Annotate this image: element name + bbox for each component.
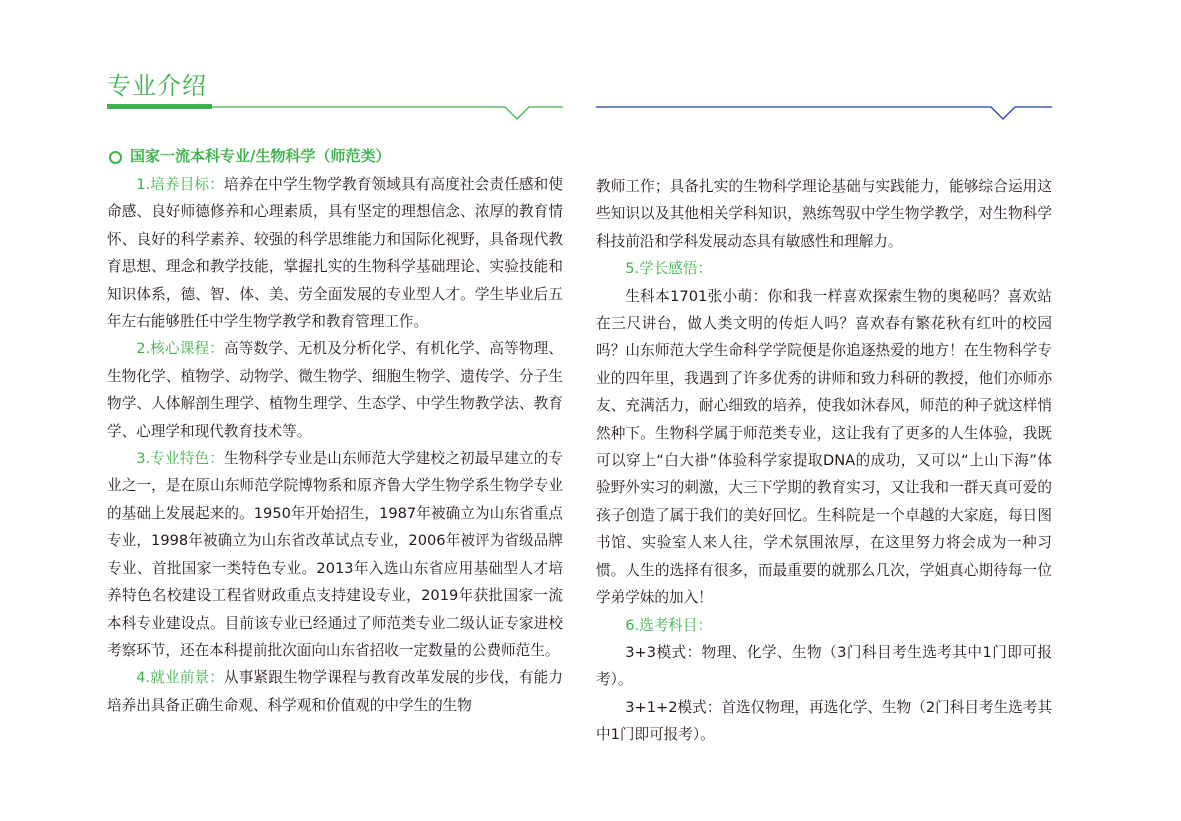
- section-title-text: 国家一流本科专业/生物科学（师范类）: [130, 147, 391, 166]
- paragraph-features: [107, 445, 563, 664]
- heading-subjects-line: [596, 612, 1052, 639]
- body-goal: 培养在中学生物学教育领域具有高度社会责任感和使命感、良好师德修养和心理素质，具有坚定的理想信念、浓厚的教育情怀、良好的科学素养、较强的科学思维能力和国际化视野，具备现代教育思想、理念和教学技能，掌握扎实的生物科学基础理论、实验技能和知识体系，德、智、体、美、劳全面发展的专业型人才。学生毕业后五年左右能够胜任中学生物学教学和教育管理工作。: [107, 176, 563, 331]
- header-rule-notch-blue: [596, 107, 1052, 119]
- heading-prospects: 4.就业前景：: [136, 669, 224, 687]
- right-column: [596, 173, 1052, 749]
- header-rule-left: [107, 96, 563, 122]
- paragraph-prospects-continued: 教师工作；具备扎实的生物科学理论基础与实践能力，能够综合运用这些知识以及其他相关学科知识，熟练驾驭中学生物学教学，对生物科学科技前沿和学科发展动态具有敏感性和理解力。: [596, 178, 1052, 250]
- paragraph-mode-3-3: 3+3模式：物理、化学、生物（3门科目考生选考其中1门即可报考）。: [596, 643, 1052, 689]
- body-courses: 高等数学、无机及分析化学、有机化学、高等物理、生物化学、植物学、动物学、微生物学、细胞生物学、遗传学、分子生物学、人体解剖生理学、植物生理学、生态学、中学生物教学法、教育学、心理学和现代教育技术等。: [107, 340, 563, 440]
- body-features: 生物科学专业是山东师范大学建校之初最早建立的专业之一，是在原山东师范学院博物系和原齐鲁大学生物学系生物学专业的基础上发展起来的。1950年开始招生，1987年被确立为山东省重点专业，1998年被确立为山东省改革试点专业，2006年被评为省级品牌专业、首批国家一类特色专业。2013年入选山东省应用基础型人才培养特色名校建设工程省财政重点支持建设专业，2019年获批国家一流本科专业建设点。目前该专业已经通过了师范类专业二级认证专家进校考察环节，还在本科提前批次面向山东省招收一定数量的公费师范生。: [107, 450, 563, 659]
- paragraph-mode-3-1-2: 3+1+2模式：首选仅物理，再选化学、生物（2门科目考生选考其中1门即可报考）。: [596, 698, 1052, 744]
- paragraph-prospects: [107, 664, 563, 719]
- page-title: 专业介绍: [107, 72, 207, 100]
- left-column: [107, 143, 563, 719]
- heading-senior: 5.学长感悟：: [625, 260, 713, 278]
- ring-bullet-icon: [109, 151, 122, 164]
- header-rule-right: [596, 96, 1052, 122]
- body-prospects-left: 从事紧跟生物学课程与教育改革发展的步伐，有能力培养出具备正确生命观、科学观和价值观的中学生的生物: [107, 669, 563, 714]
- heading-courses: 2.核心课程：: [136, 340, 224, 358]
- heading-features: 3.专业特色：: [136, 450, 224, 468]
- heading-senior-line: [596, 255, 1052, 282]
- heading-subjects: 6.选考科目：: [625, 616, 713, 634]
- paragraph-courses: [107, 335, 563, 445]
- heading-goal: 1.培养目标：: [136, 176, 224, 193]
- section-title: [107, 143, 563, 171]
- paragraph-senior: 生科本1701张小萌：你和我一样喜欢探索生物的奥秘吗？喜欢站在三尺讲台，做人类文明的传炬人吗？喜欢春有繁花秋有红叶的校园吗？山东师范大学生命科学学院便是你追逐热爱的地方！在生物科学专业的四年里，我遇到了许多优秀的讲师和致力科研的教授，他们亦师亦友、充满活力，耐心细致的培养，使我如沐春风，师范的种子就这样悄然种下。生物科学属于师范类专业，这让我有了更多的人生体验，我既可以穿上“白大褂”体验科学家提取DNA的成功，又可以“上山下海”体验野外实习的刺激，大三下学期的教育实习，又让我和一群天真可爱的孩子创造了属于我们的美好回忆。生科院是一个卓越的大家庭，每日图书馆、实验室人来人往，学术氛围浓厚，在这里努力将会成为一种习惯。人生的选择有很多，而最重要的就那么几次，学姐真心期待每一位学弟学妹的加入！: [596, 287, 1052, 607]
- paragraph-goal: [107, 171, 563, 335]
